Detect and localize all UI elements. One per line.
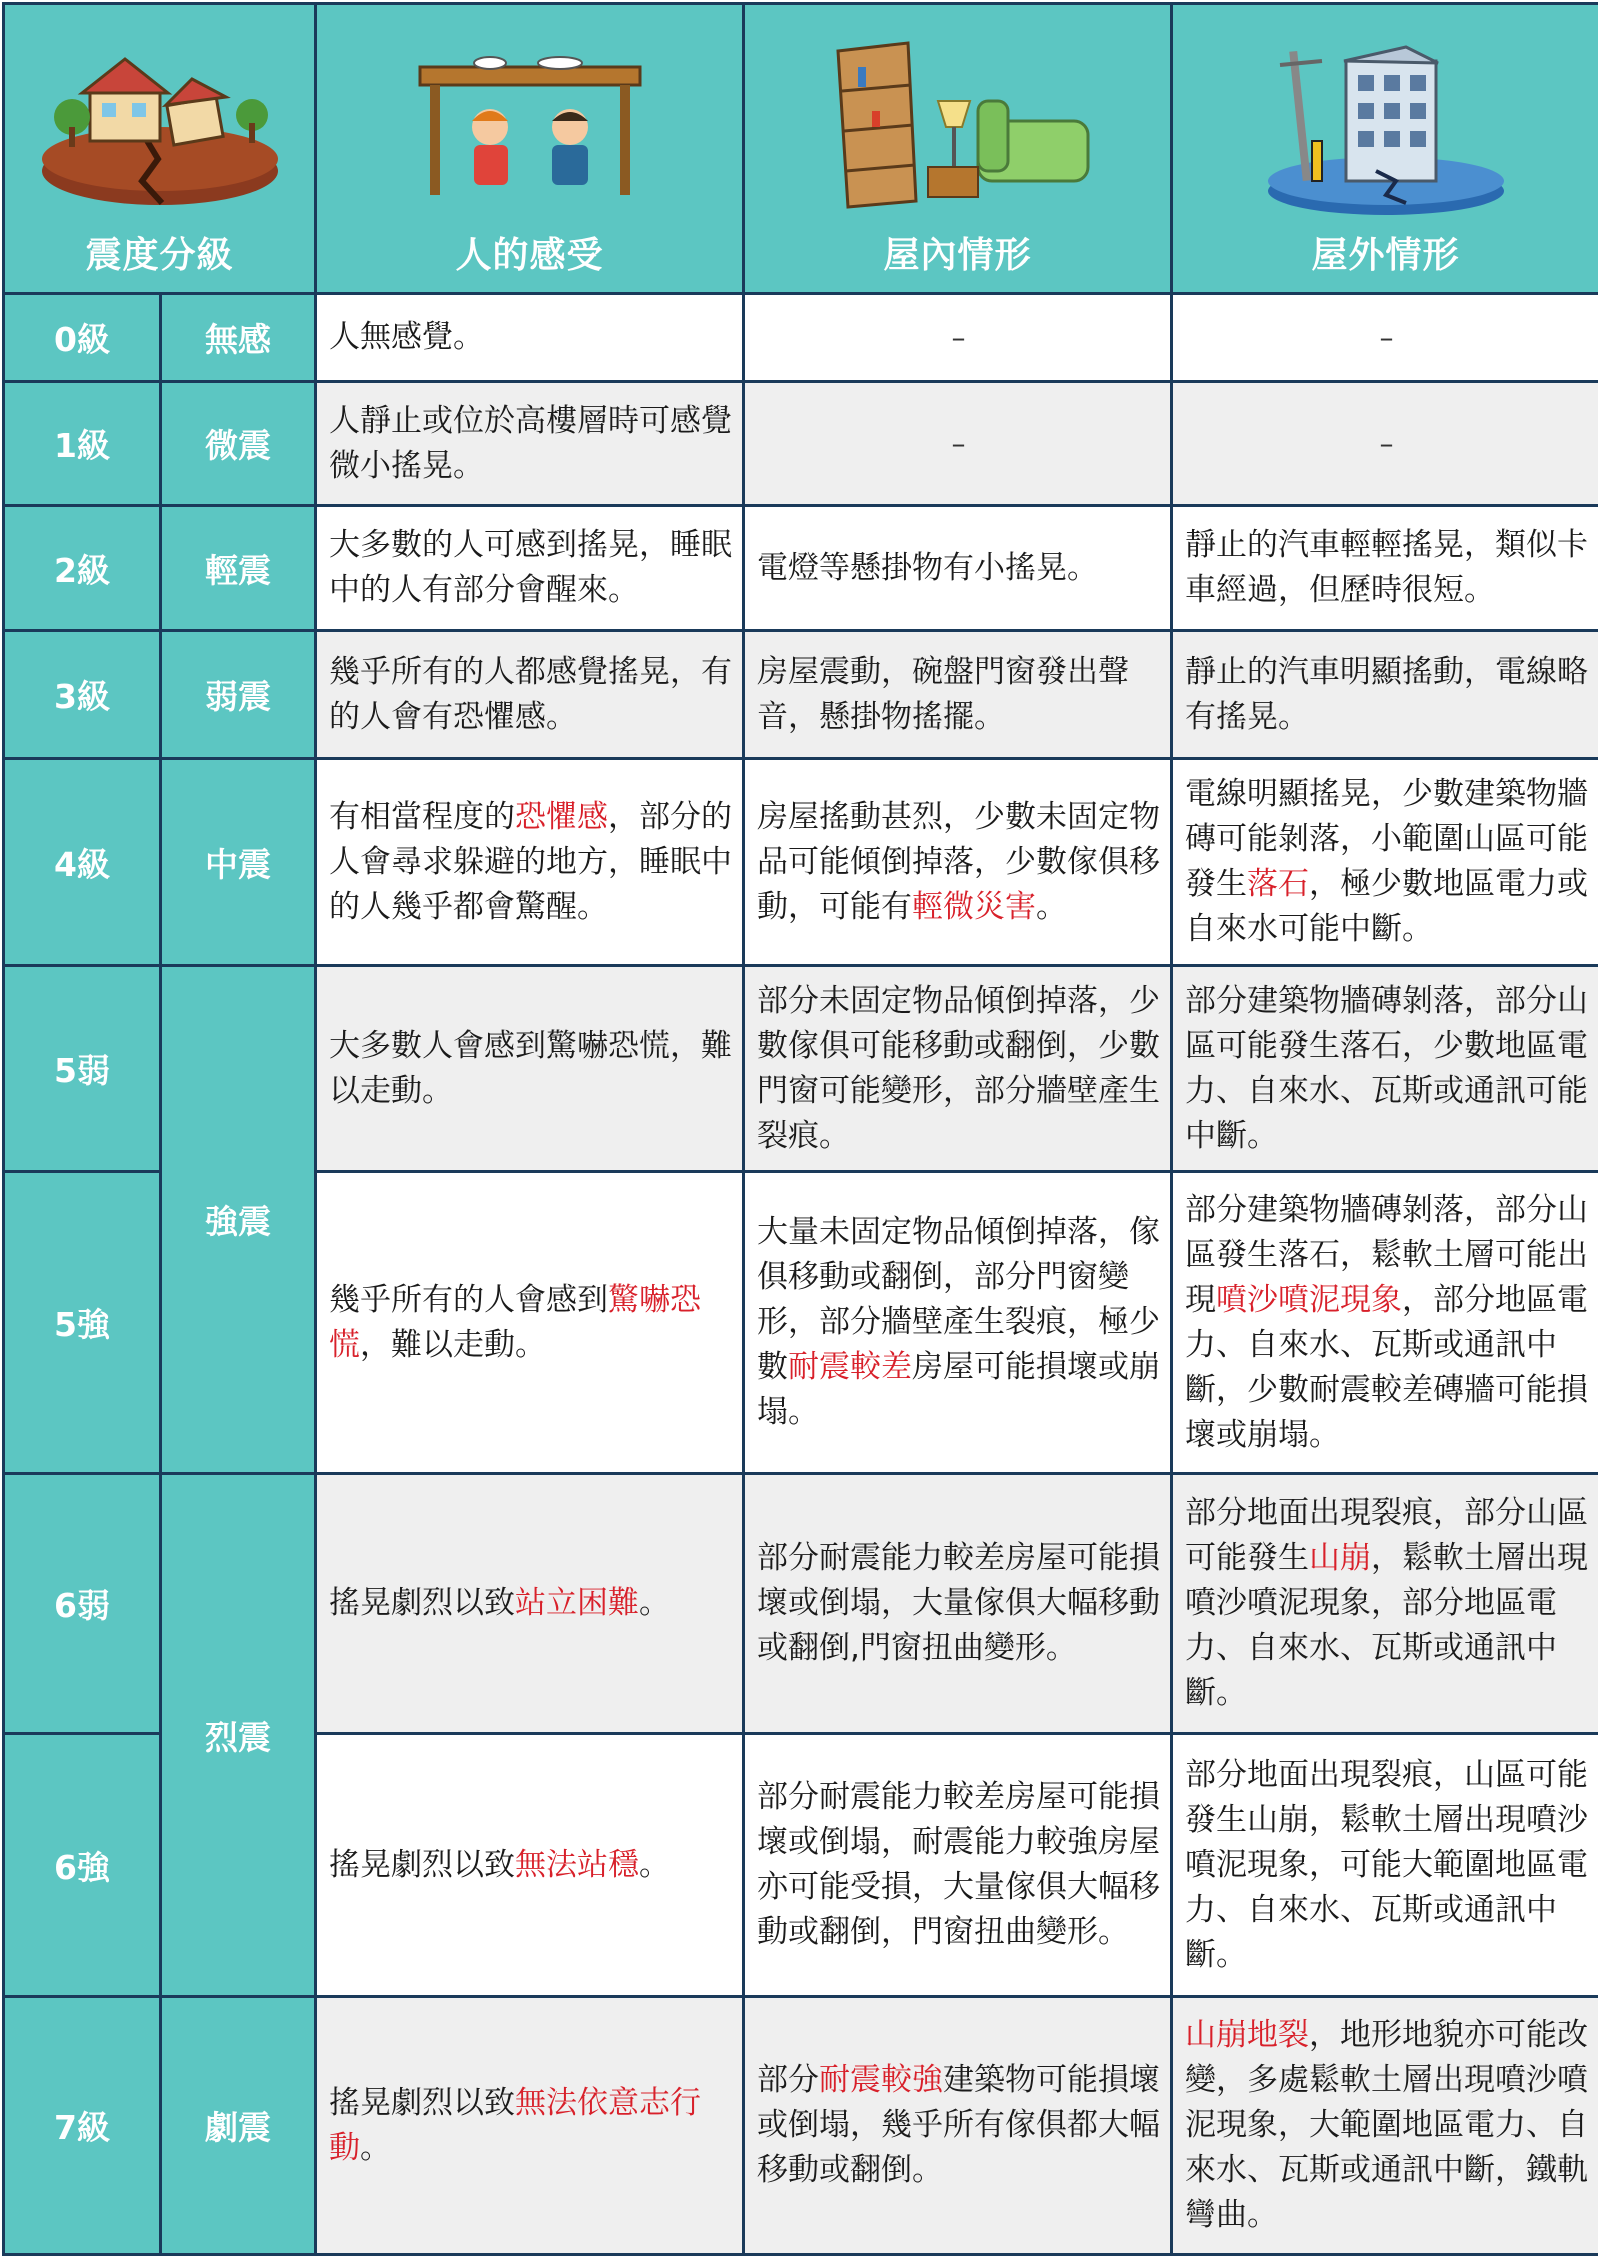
- text-segment: 部分耐震能力較差房屋可能損壞或倒塌，大量傢俱大幅移動或翻倒,門窗扭曲變形。: [757, 1540, 1160, 1666]
- text-segment: 部分: [757, 2062, 819, 2098]
- level-cell: 6強: [5, 1735, 162, 1998]
- text-segment: 大量未固定物品傾倒掉落，傢俱移動或翻倒，部分門窗變形，部分牆壁產生裂痕，極少數: [757, 1214, 1160, 1385]
- text-segment: 靜止的汽車輕輕搖晃，類似卡車經過，但歷時很短。: [1185, 527, 1588, 608]
- text-segment: 靜止的汽車明顯搖動，電線略有搖晃。: [1185, 653, 1588, 735]
- text-segment: ，極少數地區電力或自來水可能中斷。: [1185, 866, 1588, 947]
- outdoor-cell: [1173, 967, 1598, 1173]
- highlight-text: 山崩: [1309, 1540, 1371, 1576]
- text-segment: 部分建築物牆磚剝落，部分山區發生落石，鬆軟土層可能出現: [1185, 1191, 1588, 1318]
- intensity-name: 無感: [162, 295, 317, 383]
- level-cell: 0級: [5, 295, 162, 383]
- highlight-text: 恐懼感: [515, 798, 608, 835]
- cell-text: [329, 523, 732, 613]
- highlight-text: 噴沙噴泥現象: [1216, 1281, 1402, 1318]
- highlight-text: 山崩地裂: [1185, 2017, 1309, 2053]
- cell-text: [329, 1581, 670, 1626]
- indoor-cell: [745, 967, 1173, 1173]
- text-segment: ，部分地區電力、自來水、瓦斯或通訊中斷，少數耐震較差磚牆可能損壞或崩塌。: [1185, 1281, 1588, 1453]
- text-segment: 電燈等懸掛物有小搖晃。: [757, 549, 1098, 586]
- people-cell: [317, 1173, 745, 1475]
- people-cell: [317, 1998, 745, 2253]
- people-cell: [317, 295, 745, 383]
- highlight-text: 輕微災害: [912, 888, 1036, 925]
- cell-text: [329, 315, 484, 360]
- cell-text: [757, 1210, 1160, 1435]
- cell-text: [329, 2081, 732, 2171]
- text-segment: 房屋震動，碗盤門窗發出聲音，懸掛物搖擺。: [757, 653, 1129, 735]
- indoor-cell: [745, 1735, 1173, 1998]
- cell-text: [329, 650, 732, 740]
- text-segment: 電線明顯搖晃，少數建築物牆磚可能剝落，小範圍山區可能發生: [1185, 776, 1588, 902]
- intensity-name: 弱震: [162, 632, 317, 760]
- cell-text: [1380, 315, 1394, 360]
- text-segment: 人無感覺。: [329, 319, 484, 355]
- highlight-text: 無法站穩: [515, 1846, 639, 1883]
- indoor-cell: [745, 760, 1173, 967]
- people-cell: [317, 967, 745, 1173]
- highlight-text: 驚嚇恐慌: [329, 1281, 701, 1363]
- text-segment: 建築物可能損壞或倒塌，幾乎所有傢俱都大幅移動或翻倒。: [757, 2062, 1160, 2188]
- cell-text: [1185, 650, 1588, 740]
- header-outdoor-label: 屋外情形: [1311, 235, 1460, 276]
- text-segment: ，鬆軟土層出現噴沙噴泥現象，部分地區電力、自來水、瓦斯或通訊中斷。: [1185, 1540, 1588, 1711]
- text-segment: 幾乎所有的人都感覺搖晃，有的人會有恐懼感。: [329, 653, 732, 735]
- cell-text: [329, 1024, 732, 1114]
- cell-text: [952, 421, 966, 466]
- indoor-cell: [745, 1998, 1173, 2253]
- text-segment: 房屋搖動甚烈，少數未固定物品可能傾倒掉落，少數傢俱移動，可能有: [757, 798, 1160, 925]
- text-segment: ，部分的人會尋求躲避的地方，睡眠中的人幾乎都會驚醒。: [329, 798, 732, 925]
- text-segment: –: [1379, 427, 1394, 460]
- level-cell: 7級: [5, 1998, 162, 2253]
- intensity-name: 中震: [162, 760, 317, 967]
- header-indoor: [745, 5, 1173, 295]
- level-cell: 5強: [5, 1173, 162, 1475]
- highlight-text: 耐震較差: [788, 1349, 912, 1385]
- highlight-text: 落石: [1247, 866, 1309, 902]
- text-segment: 。: [639, 1585, 670, 1621]
- text-segment: 。: [360, 2129, 391, 2166]
- cell-text: [1185, 2013, 1588, 2238]
- text-segment: 部分未固定物品傾倒掉落，少數傢俱可能移動或翻倒，少數門窗可能變形，部分牆壁產生裂痕。: [757, 982, 1160, 1154]
- cracked-ground-houses-icon: [30, 31, 290, 221]
- level-cell: 5弱: [5, 967, 162, 1173]
- people-cell: [317, 632, 745, 760]
- cell-text: [1185, 523, 1588, 613]
- highlight-text: 耐震較強: [819, 2062, 943, 2098]
- header-indoor-label: 屋內情形: [883, 235, 1032, 276]
- cell-text: [1185, 772, 1588, 952]
- header-outdoor: [1173, 5, 1598, 295]
- cell-text: [757, 650, 1160, 740]
- cell-text: [1185, 1188, 1588, 1458]
- cell-text: [757, 1775, 1160, 1955]
- text-segment: 人靜止或位於高樓層時可感覺微小搖晃。: [329, 402, 732, 484]
- cell-text: [757, 795, 1160, 930]
- text-segment: 。: [1036, 888, 1067, 925]
- outdoor-cell: [1173, 507, 1598, 632]
- people-under-table-icon: [380, 31, 680, 221]
- outdoor-cell: [1173, 383, 1598, 507]
- cell-text: [757, 1536, 1160, 1671]
- header-intensity: [5, 5, 317, 295]
- indoor-cell: [745, 507, 1173, 632]
- header-people-label: 人的感受: [455, 235, 604, 276]
- cell-text: [1185, 1491, 1588, 1716]
- outdoor-cell: [1173, 1998, 1598, 2253]
- text-segment: 有相當程度的: [329, 798, 515, 835]
- outdoor-cell: [1173, 632, 1598, 760]
- cell-text: [757, 546, 1098, 591]
- level-cell: 4級: [5, 760, 162, 967]
- text-segment: –: [951, 321, 966, 354]
- outdoor-cell: [1173, 1173, 1598, 1475]
- cell-text: [757, 2058, 1160, 2193]
- cell-text: [329, 1278, 732, 1368]
- header-intensity-label: 震度分級: [85, 235, 234, 276]
- indoor-cell: [745, 1173, 1173, 1475]
- text-segment: 搖晃劇烈以致: [329, 1846, 515, 1883]
- text-segment: 部分地面出現裂痕，部分山區可能發生: [1185, 1495, 1588, 1576]
- text-segment: 大多數的人可感到搖晃，睡眠中的人有部分會醒來。: [329, 527, 732, 608]
- people-cell: [317, 1475, 745, 1735]
- cell-text: [1185, 1753, 1588, 1978]
- intensity-name: 輕震: [162, 507, 317, 632]
- level-cell: 2級: [5, 507, 162, 632]
- intensity-name: 劇震: [162, 1998, 317, 2253]
- people-cell: [317, 760, 745, 967]
- indoor-cell: [745, 632, 1173, 760]
- text-segment: 部分建築物牆磚剝落，部分山區可能發生落石，少數地區電力、自來水、瓦斯或通訊可能中斷。: [1185, 982, 1588, 1154]
- people-cell: [317, 383, 745, 507]
- text-segment: 搖晃劇烈以致: [329, 2084, 515, 2121]
- cell-text: [1185, 979, 1588, 1159]
- intensity-name: 烈震: [162, 1475, 317, 1998]
- cell-text: [329, 1843, 670, 1888]
- outdoor-cell: [1173, 1735, 1598, 1998]
- intensity-name: 微震: [162, 383, 317, 507]
- text-segment: 大多數人會感到驚嚇恐慌，難以走動。: [329, 1027, 732, 1109]
- text-segment: ，地形地貌亦可能改變，多處鬆軟土層出現噴沙噴泥現象，大範圍地區電力、自來水、瓦斯或通訊中斷，鐵軌彎曲。: [1185, 2017, 1588, 2233]
- text-segment: ，難以走動。: [360, 1326, 546, 1363]
- cell-text: [757, 979, 1160, 1159]
- intensity-name: 強震: [162, 967, 317, 1475]
- text-segment: 。: [639, 1846, 670, 1883]
- damaged-building-icon: [1256, 31, 1516, 221]
- cell-text: [1380, 421, 1394, 466]
- outdoor-cell: [1173, 1475, 1598, 1735]
- outdoor-cell: [1173, 295, 1598, 383]
- level-cell: 1級: [5, 383, 162, 507]
- level-cell: 3級: [5, 632, 162, 760]
- indoor-cell: [745, 295, 1173, 383]
- text-segment: 部分地面出現裂痕，山區可能發生山崩，鬆軟土層出現噴沙噴泥現象，可能大範圍地區電力、自來水、瓦斯或通訊中斷。: [1185, 1756, 1588, 1973]
- text-segment: 房屋可能損壞或崩塌。: [757, 1349, 1160, 1430]
- indoor-cell: [745, 1475, 1173, 1735]
- fallen-furniture-icon: [798, 31, 1118, 221]
- cell-text: [329, 795, 732, 930]
- highlight-text: 無法依意志行動: [329, 2084, 701, 2166]
- highlight-text: 站立困難: [515, 1585, 639, 1621]
- text-segment: –: [1379, 321, 1394, 354]
- text-segment: 部分耐震能力較差房屋可能損壞或倒塌，耐震能力較強房屋亦可能受損，大量傢俱大幅移動或翻倒，門窗扭曲變形。: [757, 1779, 1160, 1950]
- header-people: [317, 5, 745, 295]
- indoor-cell: [745, 383, 1173, 507]
- level-cell: 6弱: [5, 1475, 162, 1735]
- text-segment: 幾乎所有的人會感到: [329, 1281, 608, 1318]
- text-segment: –: [951, 427, 966, 460]
- cell-text: [329, 399, 732, 489]
- people-cell: [317, 507, 745, 632]
- cell-text: [952, 315, 966, 360]
- intensity-table: [2, 2, 1598, 2256]
- text-segment: 搖晃劇烈以致: [329, 1585, 515, 1621]
- outdoor-cell: [1173, 760, 1598, 967]
- people-cell: [317, 1735, 745, 1998]
